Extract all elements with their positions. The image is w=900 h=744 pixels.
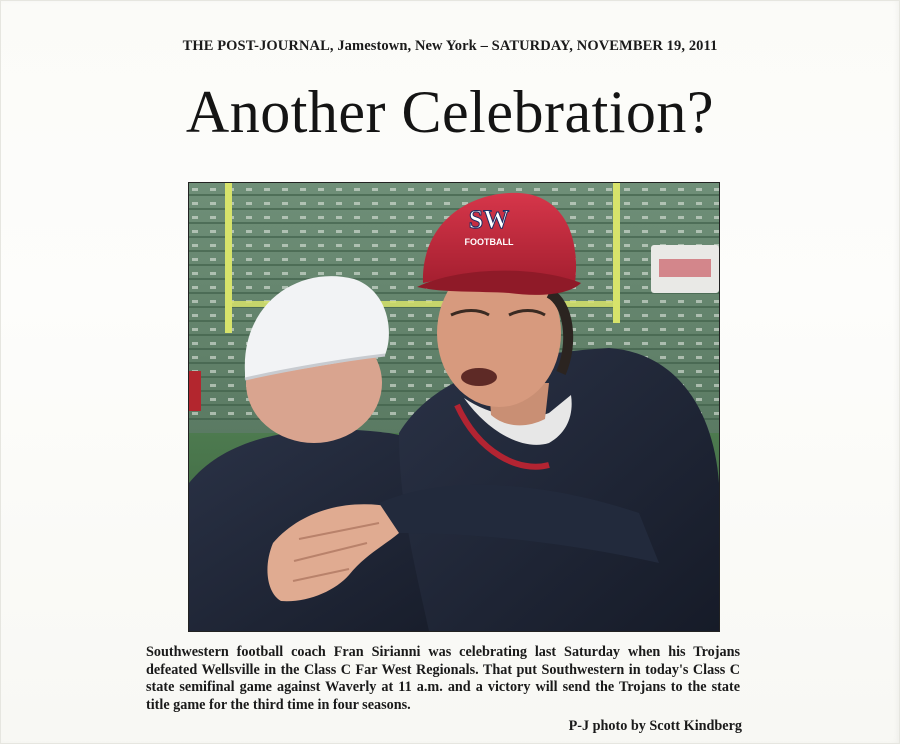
photo-caption: Southwestern football coach Fran Sirianni was celebrating last Saturday when his Trojans defeated Wellsville in the Class C Far West Regionals. That put Southwestern in today's Class C state semifinal game against Waverly at 11 a.m. and a victory will send the Trojans to the state title game for the third time in four seasons.: [146, 644, 740, 713]
issue-date: SATURDAY, NOVEMBER 19, 2011: [491, 38, 718, 54]
stadium-wall-lettering: [189, 371, 201, 411]
dateline-separator: –: [480, 38, 488, 54]
paper-location: Jamestown, New York: [337, 38, 477, 54]
headline: Another Celebration?: [185, 79, 715, 145]
cap-logo: SW: [468, 205, 510, 234]
paper-name: THE POST-JOURNAL: [182, 38, 330, 54]
dateline: THE POST-JOURNAL, Jamestown, New York – SATURDAY, NOVEMBER 19, 2011: [182, 38, 718, 54]
cap-text: FOOTBALL: [464, 237, 514, 247]
photo-illustration: [189, 183, 719, 631]
photo-credit: P-J photo by Scott Kindberg: [568, 718, 742, 734]
news-photo: [188, 182, 720, 632]
